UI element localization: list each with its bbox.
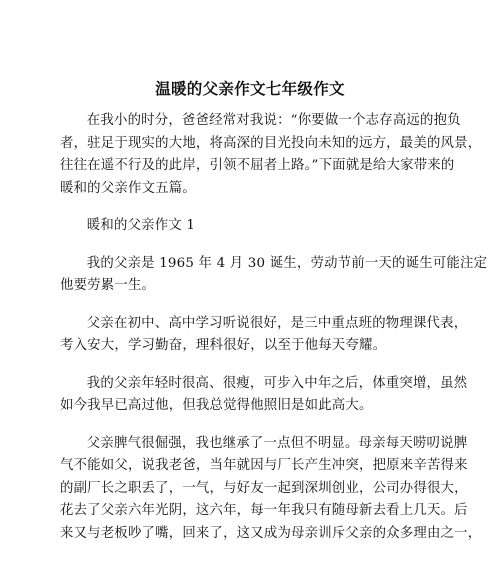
paragraph-birth <box>60 253 488 298</box>
text-line: 在我小的时分，爸爸经常对我说：“你要做一个志存高远的抱负 <box>86 113 461 128</box>
document-title: 温暖的父亲作文七年级作文 <box>155 80 345 98</box>
paragraph-study <box>60 313 468 358</box>
paragraph-appearance <box>60 373 468 418</box>
text-line: 我的父亲是 1965 年 4 月 30 诞生，劳动节前一天的诞生可能注定 <box>86 255 488 271</box>
text-line: 的副厂长之职丢了，一气，与好友一起到深圳创业，公司办得很大， <box>60 480 468 496</box>
document-body <box>60 110 488 560</box>
text-line: 气不能如父，说我老爸，当年就因与厂长产生冲突，把原来辛苦得来 <box>60 458 468 473</box>
text-line: 他要劳累一生。 <box>60 278 156 293</box>
text-line: 者，驻足于现实的大地，将高深的目光投向未知的远方，最美的风景， <box>60 135 482 151</box>
paragraph-temper <box>60 433 482 546</box>
section-heading <box>60 215 448 238</box>
text-line: 往往在遥不行及的此岸，引领不屈者上路。”下面就是给大家带来的 <box>60 158 455 173</box>
text-line: 考入安大，学习勤奋，理科很好，以至于他每天夸耀。 <box>60 338 387 353</box>
text-line: 父亲脾气很倔强，我也继承了一点但不明显。母亲每天唠叨说脾 <box>86 435 468 451</box>
text-line: 暖和的父亲作文 1 <box>86 218 196 233</box>
text-line: 父亲在初中、高中学习听说很好，是三中重点班的物理课代表， <box>86 315 468 331</box>
text-line: 花去了父亲六年光阴，这六年，每一年我只有随母新去看上几天。后 <box>60 503 468 518</box>
bottom-fade <box>0 543 500 565</box>
text-line: 如今我早已高过他，但我总觉得他照旧是如此高大。 <box>60 398 373 413</box>
text-line: 我的父亲年轻时很高、很瘦，可步入中年之后，体重突增，虽然 <box>86 375 468 391</box>
paragraph-intro <box>60 110 482 200</box>
text-line: 暖和的父亲作文五篇。 <box>60 180 196 196</box>
text-line: 来又与老板吵了嘴，回来了，这又成为母亲训斥父亲的众多理由之一， <box>60 525 482 541</box>
